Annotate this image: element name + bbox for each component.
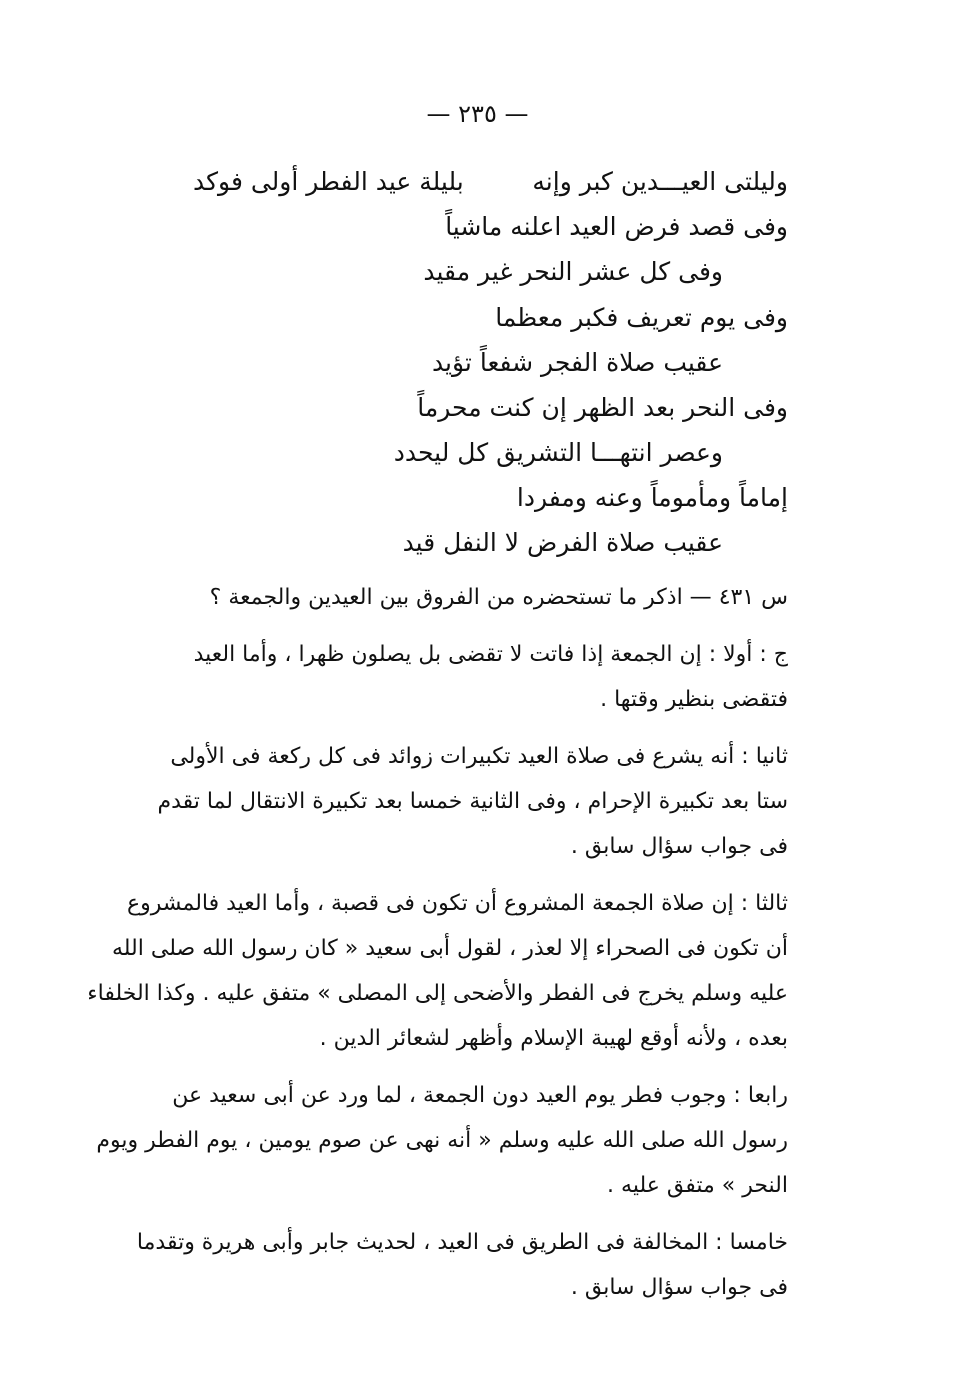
- answer-line: أن تكون فى الصحراء إلا لعذر ، لقول أبى سعيد « كان رسول الله صلى الله: [111, 936, 788, 961]
- answer-line: خامسا : المخالفة فى الطريق فى العيد ، لحديث جابر وأبى هريرة وتقدما: [136, 1230, 788, 1255]
- answer-line: فتقضى بنظير وقتها .: [600, 687, 788, 712]
- verse-line-5: [193, 343, 723, 383]
- verse-line-1: [193, 162, 788, 202]
- question-line: س ٤٣١ — اذكر ما تستحضره من الفروق بين العيدين والجمعة ؟: [209, 585, 788, 610]
- verse-hemistich: عقيب صلاة الفجر شفعاً تؤيد: [431, 348, 723, 377]
- answer-line: ثالثا : إن صلاة الجمعة المشروع أن تكون فى قصبة ، وأما العيد فالمشروع: [126, 891, 788, 916]
- verse-line-6: [400, 388, 788, 428]
- verse-hemistich: وفى يوم تعريف فكبر معظما: [495, 303, 788, 332]
- answer-line: رسول الله صلى الله عليه وسلم « أنه نهى عن صوم يومين ، يوم الفطر ويوم: [96, 1128, 788, 1153]
- verse-line-4: [400, 298, 788, 338]
- answer-line: ثانيا : أنه يشرع فى صلاة العيد تكبيرات زوائد فى كل ركعة فى الأولى: [170, 744, 788, 769]
- answer-2: [155, 734, 788, 869]
- verse-hemistich: إماماً ومأموماً وعنه ومفردا: [516, 483, 788, 512]
- answer-line: ستا بعد تكبيرة الإحرام ، وفى الثانية خمسا بعد تكبيرة الانتقال لما تقدم: [157, 789, 788, 814]
- answer-4: [96, 1073, 788, 1208]
- answer-5: [136, 1220, 788, 1310]
- verse-hemistich: وفى كل عشر النحر غير مقيد: [423, 257, 723, 286]
- answer-line: فى جواب سؤال سابق .: [570, 834, 788, 859]
- verse-hemistich: بليلة عيد الفطر أولى فوكد: [193, 167, 464, 196]
- verse-hemistich: وليلتى العيـــدين كبر وإنه: [532, 167, 788, 196]
- question: [155, 575, 788, 620]
- verse-hemistich: وعصر انتهـــا التشريق كل ليحدد: [393, 438, 723, 467]
- verse-hemistich: عقيب صلاة الفرض لا النفل قيد: [402, 528, 723, 557]
- answer-line: ج : أولا : إن الجمعة إذا فاتت لا تقضى بل يصلون ظهرا ، وأما العيد: [193, 642, 788, 667]
- answer-line: فى جواب سؤال سابق .: [570, 1275, 788, 1300]
- answer-line: عليه وسلم يخرج فى الفطر والأضحى إلى المصلى » متفق عليه . وكذا الخلفاء: [87, 981, 788, 1006]
- answer-1: [155, 632, 788, 722]
- verse-line-7: [193, 433, 723, 473]
- verse-line-8: [400, 478, 788, 518]
- verse-line-2: [400, 207, 788, 247]
- verse-hemistich: وفى قصد فرض العيد اعلنه ماشياً: [445, 212, 788, 241]
- answer-line: النحر » متفق عليه .: [607, 1173, 788, 1198]
- verse-line-9: [193, 523, 723, 563]
- verse-hemistich: وفى النحر بعد الظهر إن كنت محرماً: [417, 393, 788, 422]
- answer-3: [87, 881, 788, 1061]
- answer-line: بعده ، ولأنه أوقع لهيبة الإسلام وأظهر لشعائر الدين .: [319, 1026, 788, 1051]
- verse-line-3: [193, 252, 723, 292]
- answer-line: رابعا : وجوب فطر يوم العيد دون الجمعة ، لما ورد عن أبى سعيد عن: [172, 1083, 788, 1108]
- page-number: — ٢٣٥ —: [426, 100, 529, 128]
- body-text: [87, 575, 788, 1310]
